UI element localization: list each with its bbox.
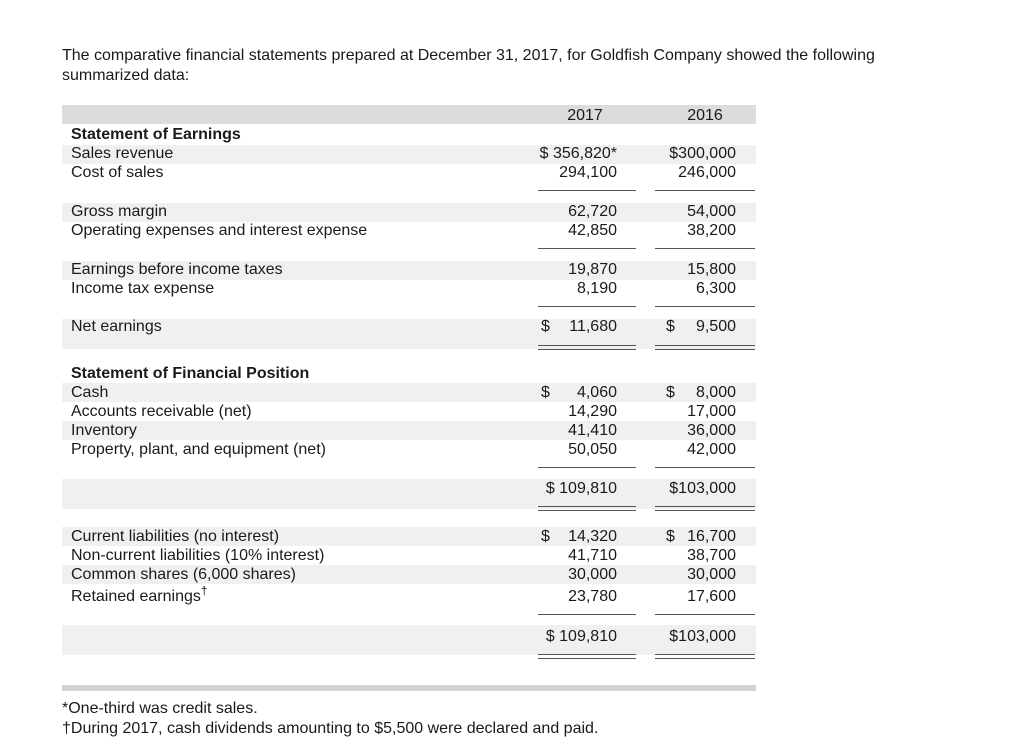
cash-2017: 4,060 (576, 384, 617, 401)
subtotal-rule (538, 306, 636, 307)
position-section-title: Statement of Financial Position (71, 365, 310, 382)
sales-revenue-label: Sales revenue (71, 145, 174, 162)
ebt-label: Earnings before income taxes (71, 261, 283, 278)
net-earnings-label: Net earnings (71, 318, 162, 335)
operating-expenses-2017: 42,850 (568, 222, 617, 239)
retained-earnings-label (71, 583, 208, 606)
total-liabilities-equity-2016: $103,000 (669, 628, 736, 645)
financial-statements-table (62, 105, 756, 705)
row-band (62, 383, 756, 402)
common-shares-2016: 30,000 (687, 566, 736, 583)
cash-dollar-2017: $ (541, 384, 550, 401)
gross-margin-label: Gross margin (71, 203, 168, 220)
subtotal-rule (655, 467, 755, 468)
subtotal-rule (655, 306, 755, 307)
inventory-2016: 36,000 (687, 422, 736, 439)
sales-revenue-2017: $ 356,820* (539, 145, 617, 162)
row-band (62, 625, 756, 655)
inventory-label: Inventory (71, 422, 137, 439)
sales-revenue-2016: $300,000 (669, 145, 736, 162)
current-liabilities-dollar-2017: $ (541, 528, 550, 545)
double-rule (655, 654, 755, 655)
ebt-2016: 15,800 (687, 261, 736, 278)
row-band (62, 421, 756, 440)
cash-2016: 8,000 (695, 384, 736, 401)
operating-expenses-label: Operating expenses and interest expense (71, 222, 368, 239)
gross-margin-2016: 54,000 (687, 203, 736, 220)
net-earnings-dollar-2017: $ (541, 318, 550, 335)
noncurrent-liabilities-2017: 41,710 (568, 547, 617, 564)
noncurrent-liabilities-label: Non-current liabilities (10% interest) (71, 547, 325, 564)
double-rule (655, 349, 755, 350)
subtotal-rule (655, 190, 755, 191)
row-band (62, 319, 756, 349)
double-rule (538, 345, 636, 346)
footnote-credit-sales: *One-third was credit sales. (62, 700, 258, 717)
cost-of-sales-2016: 246,000 (678, 164, 736, 181)
total-liabilities-equity-2017: $ 109,810 (545, 628, 617, 645)
footnote-dividends: †During 2017, cash dividends amounting to $5,500 were declared and paid. (62, 720, 599, 737)
income-tax-label: Income tax expense (71, 280, 215, 297)
double-rule (655, 510, 755, 511)
current-liabilities-dollar-2016: $ (666, 528, 675, 545)
net-earnings-2017: 11,680 (569, 318, 617, 335)
cost-of-sales-label: Cost of sales (71, 164, 164, 181)
cost-of-sales-2017: 294,100 (559, 164, 617, 181)
income-tax-2016: 6,300 (695, 280, 736, 297)
footer-band (62, 685, 756, 691)
ppe-label: Property, plant, and equipment (net) (71, 441, 326, 458)
inventory-2017: 41,410 (568, 422, 617, 439)
subtotal-rule (538, 614, 636, 615)
double-rule (538, 349, 636, 350)
subtotal-rule (538, 467, 636, 468)
row-band (62, 479, 756, 509)
intro-paragraph: The comparative financial statements prepared at December 31, 2017, for Goldfish Company showed the following summarized data: (62, 47, 875, 84)
footnotes (62, 699, 598, 739)
retained-earnings-2016: 17,600 (687, 588, 736, 605)
double-rule (655, 345, 755, 346)
retained-earnings-2017: 23,780 (568, 588, 617, 605)
double-rule (538, 658, 636, 659)
operating-expenses-2016: 38,200 (687, 222, 736, 239)
receivables-2016: 17,000 (687, 403, 736, 420)
double-rule (538, 654, 636, 655)
current-liabilities-label: Current liabilities (no interest) (71, 528, 280, 545)
column-header-2016: 2016 (687, 107, 723, 124)
subtotal-rule (538, 248, 636, 249)
receivables-2017: 14,290 (568, 403, 617, 420)
total-assets-2016: $103,000 (669, 480, 736, 497)
net-earnings-2016: 9,500 (695, 318, 736, 335)
noncurrent-liabilities-2016: 38,700 (687, 547, 736, 564)
ebt-2017: 19,870 (568, 261, 617, 278)
common-shares-2017: 30,000 (568, 566, 617, 583)
total-assets-2017: $ 109,810 (545, 480, 617, 497)
subtotal-rule (538, 190, 636, 191)
ppe-2016: 42,000 (687, 441, 736, 458)
dagger-footnote-mark: † (200, 583, 208, 598)
double-rule (655, 658, 755, 659)
receivables-label: Accounts receivable (net) (71, 403, 252, 420)
subtotal-rule (655, 248, 755, 249)
double-rule (538, 510, 636, 511)
income-tax-2017: 8,190 (576, 280, 617, 297)
net-earnings-dollar-2016: $ (666, 318, 675, 335)
current-liabilities-2017: 14,320 (568, 528, 617, 545)
current-liabilities-2016: 16,700 (687, 528, 736, 545)
earnings-section-title: Statement of Earnings (71, 126, 241, 143)
double-rule (655, 506, 755, 507)
column-header-2017: 2017 (567, 107, 603, 124)
double-rule (538, 506, 636, 507)
ppe-2017: 50,050 (568, 441, 617, 458)
retained-earnings-text: Retained earnings (71, 588, 201, 605)
subtotal-rule (655, 614, 755, 615)
cash-dollar-2016: $ (666, 384, 675, 401)
gross-margin-2017: 62,720 (568, 203, 617, 220)
cash-label: Cash (71, 384, 109, 401)
common-shares-label: Common shares (6,000 shares) (71, 566, 296, 583)
